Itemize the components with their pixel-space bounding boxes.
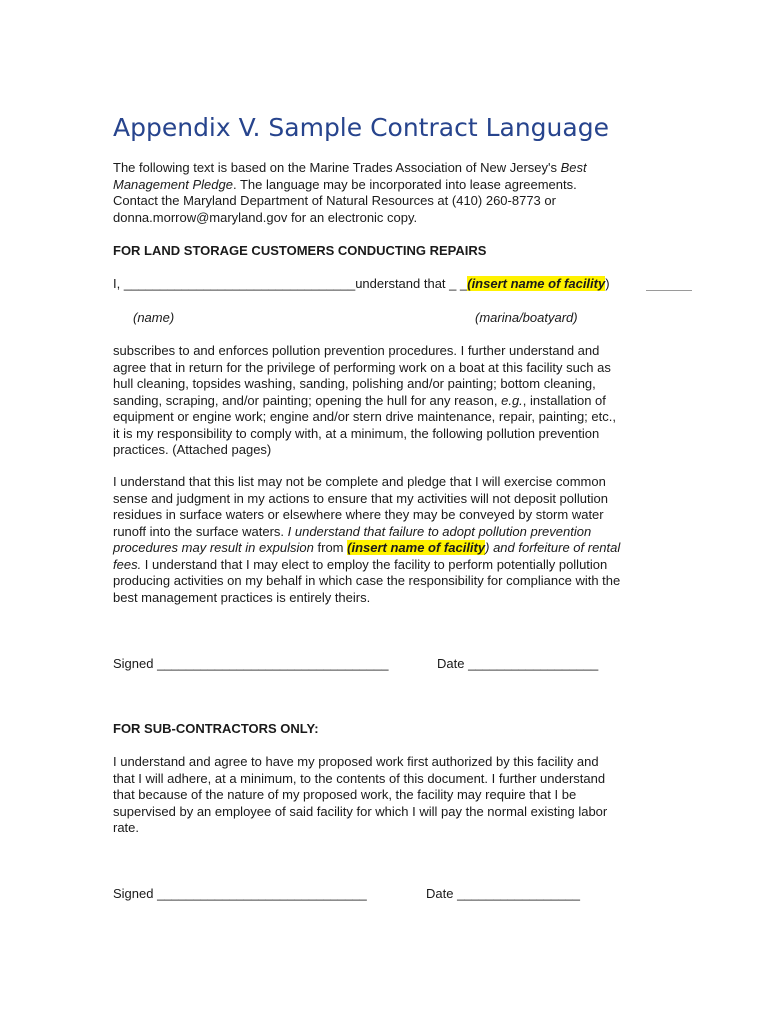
section-heading-sub-contractors: FOR SUB-CONTRACTORS ONLY: bbox=[113, 721, 319, 736]
label-name: (name) bbox=[133, 310, 175, 325]
section-heading-land-storage: FOR LAND STORAGE CUSTOMERS CONDUCTING REPAIRS bbox=[113, 243, 487, 258]
date-field-subcontractor: Date _________________ bbox=[426, 886, 580, 901]
intro-line: Management Pledge. The language may be incorporated into lease agreements. bbox=[113, 176, 577, 192]
pledge-prefix: I, ________________________________understand that _ _ bbox=[113, 276, 468, 291]
page-title: Appendix V. Sample Contract Language bbox=[113, 113, 609, 142]
date-field-customer: Date __________________ bbox=[437, 656, 599, 671]
pledge-line bbox=[113, 276, 610, 293]
signed-field-customer: Signed ________________________________ bbox=[113, 656, 389, 671]
facility-placeholder-highlight: (insert name of facility bbox=[467, 276, 606, 291]
intro-paragraph bbox=[113, 160, 663, 226]
facility-underline bbox=[646, 290, 692, 291]
intro-line: Contact the Maryland Department of Natural Resources at (410) 260-8773 or bbox=[113, 193, 556, 208]
intro-line: donna.morrow@maryland.gov for an electronic copy. bbox=[113, 209, 418, 225]
facility-placeholder-highlight: (insert name of facility bbox=[347, 540, 486, 555]
pledge-paragraph: I understand that this list may not be complete and pledge that I will exercise common sense and judgment in my actions to ensure that my activities will not deposit pollution residues in surface waters or elsewhere where they may be conveyed by storm water runoff into the surface waters. I understand that failure to adopt pollution prevention procedures may result in expulsion from (insert name of facility) and forfeiture of rental fees. I understand that I may elect to employ the facility to perform potentially pollution producing activities on my behalf in which case the responsibility for compliance with the best management practices is entirely theirs. bbox=[113, 474, 621, 605]
intro-line: The following text is based on the Marine Trades Association of New Jersey's Best bbox=[113, 160, 587, 175]
signed-field-subcontractor: Signed _____________________________ bbox=[113, 886, 367, 901]
facility-placeholder-paren: ) bbox=[605, 276, 610, 291]
label-facility: (marina/boatyard) bbox=[475, 310, 578, 325]
sub-contractor-paragraph: I understand and agree to have my proposed work first authorized by this facility and that I will adhere, at a minimum, to the contents of this document. I further understand that because of the nature of my proposed work, the facility may require that I be supervised by an employee of said facility for which I will pay the normal existing labor rate. bbox=[113, 754, 608, 835]
repairs-paragraph: subscribes to and enforces pollution prevention procedures. I further understand and agree that in return for the privilege of performing work on a boat at this facility such as hull cleaning, topsides washing, sanding, polishing and/or painting; bottom cleaning, sanding, scraping, and/or painting; opening the hull for any reason, e.g., installation of equipment or engine work; engine and/or stern drive maintenance, repair, painting; etc., it is my responsibility to comply with, at a minimum, the following pollution prevention practices. (Attached pages) bbox=[113, 343, 616, 457]
